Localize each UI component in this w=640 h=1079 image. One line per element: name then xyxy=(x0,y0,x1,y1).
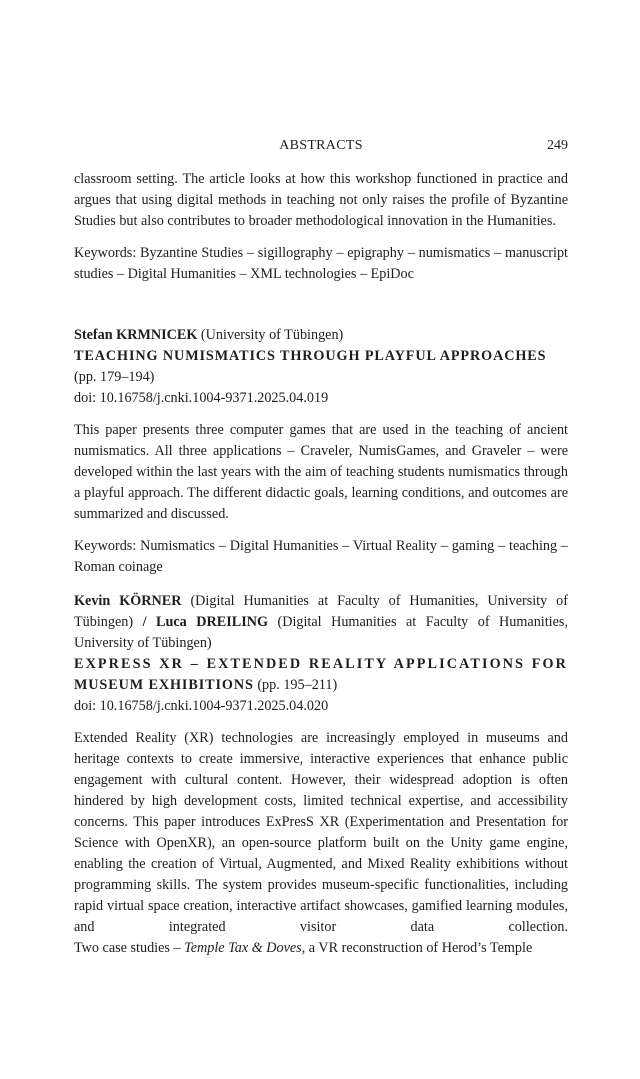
article-pages: (pp. 195–211) xyxy=(253,677,338,693)
author-affiliation: (University of Tübingen) xyxy=(197,327,344,343)
previous-abstract-keywords: Keywords: Byzantine Studies – sigillography – epigraphy – numismatics – manuscript studies – Digital Humanities – XML technologies – EpiDoc xyxy=(74,245,568,282)
previous-abstract-text: classroom setting. The article looks at how this workshop functioned in practice and argues that using digital methods in teaching not only raises the profile of Byzantine Studies but also contributes to broader methodological innovation in the Humanities. xyxy=(74,171,568,229)
article-author-line xyxy=(74,591,568,654)
article-abstract: Extended Reality (XR) technologies are increasingly employed in museums and heritage contexts to create immersive, interactive experiences that enhance public engagement with cultural content. However, their widespread adoption is often hindered by high development costs, limited technical expertise, and accessibility concerns. This paper introduces ExPresS XR (Experimentation and Presentation for Science with OpenXR), an open-source platform built on the Unity game engine, enabling the creation of Virtual, Augmented, and Mixed Reality exhibitions without programming skills. The system provides museum-specific functionalities, including rapid virtual space creation, interactive artifact showcases, gamified learning modules, and integrated visitor data collection. xyxy=(74,730,568,935)
article-abstract-last-line: Two case studies – Temple Tax & Doves, a VR reconstruction of Herod’s Temple xyxy=(74,940,533,956)
article-entry-krmnicek xyxy=(74,325,568,578)
article-author-line xyxy=(74,325,568,346)
previous-abstract-continuation xyxy=(74,169,568,285)
header-title: ABSTRACTS xyxy=(279,138,363,153)
article-title: TEACHING NUMISMATICS THROUGH PLAYFUL APPROACHES xyxy=(74,348,547,364)
article-title-line-2 xyxy=(74,675,568,696)
article-pages: (pp. 179–194) xyxy=(74,369,155,385)
article-title-continuation: MUSEUM EXHIBITIONS xyxy=(74,677,254,693)
case-study-title: Temple Tax & Doves xyxy=(184,940,302,956)
running-header xyxy=(74,138,568,158)
article-doi: doi: 10.16758/j.cnki.1004-9371.2025.04.019 xyxy=(74,390,329,406)
article-keywords: Keywords: Numismatics – Digital Humanities – Virtual Reality – gaming – teaching – Roman coinage xyxy=(74,538,568,575)
author-name: Luca DREILING xyxy=(156,614,268,630)
page-number: 249 xyxy=(547,138,568,153)
article-doi: doi: 10.16758/j.cnki.1004-9371.2025.04.020 xyxy=(74,698,329,714)
author-affiliation: (Digital Humanities at Faculty of Humanities, University of Tübingen) xyxy=(74,614,568,651)
article-abstract: This paper presents three computer games that are used in the teaching of ancient numismatics. All three applications – Craveler, NumisGames, and Graveler – were developed within the last years with the aim of teaching students numismatics through a playful approach. The different didactic goals, learning conditions, and outcomes are summarized and discussed. xyxy=(74,422,568,522)
author-name: Kevin KÖRNER xyxy=(74,593,182,609)
author-separator: / xyxy=(142,614,157,630)
author-name: Stefan KRMNICEK xyxy=(74,327,198,343)
article-entry-koerner-dreiling xyxy=(74,591,568,959)
article-title-line-1: EXPRESS XR – EXTENDED REALITY APPLICATIONS FOR xyxy=(74,656,568,672)
author-affiliation: (Digital Humanities at Faculty of Humanities, University of Tübingen) xyxy=(74,593,569,630)
